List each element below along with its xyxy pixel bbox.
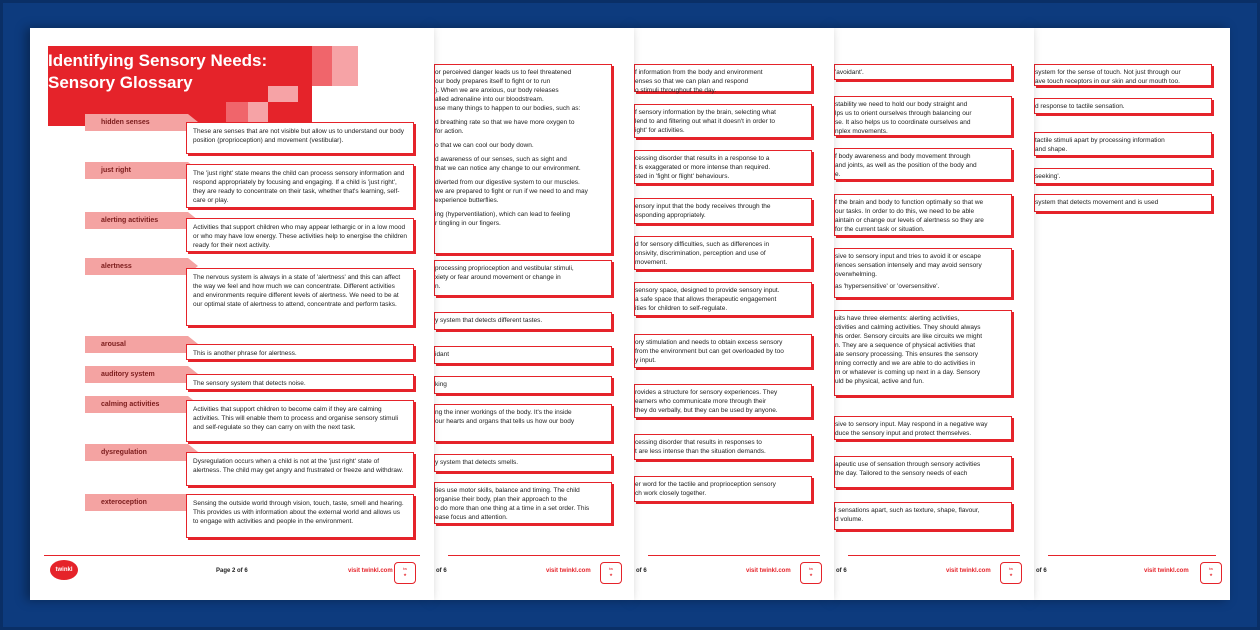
text-line: e. [835, 171, 841, 178]
text-line: system that detects movement and is used [1035, 199, 1159, 206]
glossary-term: dysregulation [85, 444, 188, 461]
text-line: that we can notice any change to our environment. [435, 165, 581, 172]
definition-box [434, 260, 612, 296]
page-2 [434, 28, 634, 600]
definition-box [834, 416, 1012, 440]
definition-box [1034, 64, 1212, 86]
text-line: onsivity, discrimination, perception and use of [635, 250, 766, 257]
text-line: er word for the tactile and proprioception sensory [635, 481, 776, 488]
page-4 [834, 28, 1034, 600]
text-line: or perceived danger leads us to feel threatened [435, 69, 572, 76]
definition-box [1034, 98, 1212, 114]
glossary-term: alerting activities [85, 212, 188, 229]
quality-stamp-icon: tw ★ [600, 562, 622, 584]
text-line: ory stimulation and needs to obtain excess sensory [635, 339, 783, 346]
definition-box [834, 148, 1012, 180]
page-number: of 6 [436, 568, 447, 574]
footer-rule [1048, 555, 1216, 556]
definition-box [434, 454, 612, 472]
definition-box [634, 334, 812, 368]
text-line: we are prepared to fight or run if we need to and may [435, 188, 588, 195]
text-line: movement. [635, 259, 668, 266]
text-line: as 'hypersensitive' or 'oversensitive'. [835, 283, 940, 290]
banner-decoration [248, 102, 268, 124]
text-line: a safe space that allows therapeutic engagement [635, 296, 777, 303]
text-line: t are less intense than the situation demands. [635, 448, 766, 455]
text-line: y system that detects smells. [435, 459, 519, 466]
text-line: l sensations apart, such as texture, shape, flavour, [835, 507, 980, 514]
footer-link[interactable]: visit twinkl.com [348, 568, 393, 574]
text-line: d response to tactile sensation. [1035, 103, 1125, 110]
glossary-definition: The 'just right' state means the child can process sensory information and respond appropriately by focusing and engaging. If a child is 'just right', they are ready to concentrate on their task, whether that's learning, self-care or play. [186, 164, 414, 208]
page-5 [1034, 28, 1230, 600]
text-line: his order. Sensory circuits are like circuits we might [835, 333, 983, 340]
definition-box [434, 482, 612, 524]
glossary-term: hidden senses [85, 114, 188, 131]
text-line: enses so that we can plan and respond [635, 78, 749, 85]
text-line: ight' for activities. [635, 127, 685, 134]
page-title [48, 50, 318, 94]
text-line: ensory input that the body receives through the [635, 203, 771, 210]
glossary-term: alertness [85, 258, 188, 275]
text-line: cessing disorder that results in a response to a [635, 155, 770, 162]
text-line: and shape. [1035, 146, 1068, 153]
text-line: aintain or change our levels of alertness so they are [835, 217, 984, 224]
definition-box [834, 456, 1012, 488]
text-line: ease focus and attention. [435, 514, 508, 521]
page-number: of 6 [1036, 568, 1047, 574]
definition-box [834, 502, 1012, 530]
text-line: m or whatever is coming up next in a day. Sensory [835, 369, 981, 376]
text-line: stability we need to hold our body straight and [835, 101, 968, 108]
text-line: ing (hyperventilation), which can lead to feeling [435, 211, 571, 218]
definition-box [634, 384, 812, 418]
text-line: o do more than one thing at a time in a set order. This [435, 505, 590, 512]
text-line: uits have three elements: alerting activities, [835, 315, 960, 322]
text-line: ties use motor skills, balance and timing. The child [435, 487, 580, 494]
text-line: ). When we are anxious, our body releases [435, 87, 559, 94]
text-line: d for sensory difficulties, such as differences in [635, 241, 770, 248]
definition-box [434, 404, 612, 442]
definition-box [834, 194, 1012, 236]
footer-rule [448, 555, 620, 556]
text-line: n. They are a sequence of physical activities that [835, 342, 976, 349]
text-line: earners who communicate more through their [635, 398, 767, 405]
page-number: Page 2 of 6 [216, 568, 248, 574]
glossary-term: arousal [85, 336, 188, 353]
text-line: xiety or fear around movement or change in [435, 274, 561, 281]
definition-box [834, 64, 1012, 80]
text-line: ng the inner workings of the body. It's the inside [435, 409, 572, 416]
glossary-definition: Sensing the outside world through vision, touch, taste, smell and hearing. This provides us with information about the external world and allows us to engage with activities and people in the environment. [186, 494, 414, 538]
footer-link[interactable]: visit twinkl.com [946, 568, 991, 574]
text-line: the day. Tailored to the sensory needs of each [835, 470, 968, 477]
text-line: overwhelming. [835, 271, 877, 278]
glossary-definition: Activities that support children who may appear lethargic or in a low mood or who may have low energy. These activities help to energise the children ready for their next activity. [186, 218, 414, 252]
footer-link[interactable]: visit twinkl.com [1144, 568, 1189, 574]
title-line-1: Identifying Sensory Needs: [48, 51, 268, 70]
text-line: y input. [635, 357, 656, 364]
text-line: use many things to happen to our bodies, such as: [435, 105, 581, 112]
text-line: organise their body, plan their approach to the [435, 496, 568, 503]
text-line: our hearts and organs that tells us how our body [435, 418, 575, 425]
definition-box [1034, 168, 1212, 184]
text-line: idant [435, 351, 450, 358]
definition-box [634, 476, 812, 502]
definition-box [1034, 194, 1212, 212]
definition-box [634, 150, 812, 184]
footer-rule [44, 555, 420, 556]
text-line: system for the sense of touch. Not just through our [1035, 69, 1181, 76]
quality-stamp-icon: tw ★ [800, 562, 822, 584]
definition-box [634, 104, 812, 138]
text-line: t is exaggerated or more intense than required. [635, 164, 771, 171]
definition-box [634, 236, 812, 270]
glossary-term: calming activities [85, 396, 188, 413]
text-line: lend to and filtering out what it doesn't in order to [635, 118, 775, 125]
text-line: ate sensory processing. This ensures the sensory [835, 351, 978, 358]
footer-rule [648, 555, 820, 556]
text-line: king [435, 381, 447, 388]
text-line: our body prepares itself to fight or to run [435, 78, 551, 85]
text-line: our tasks. In order to do this, we need to be able [835, 208, 975, 215]
text-line: d breathing rate so that we have more oxygen to [435, 119, 575, 126]
text-line: tactile stimuli apart by processing information [1035, 137, 1165, 144]
text-line: sive to sensory input and tries to avoid it or escape [835, 253, 981, 260]
quality-stamp-icon: tw ★ [394, 562, 416, 584]
definition-box [834, 96, 1012, 136]
banner-decoration [226, 102, 248, 124]
text-line: n. [435, 283, 441, 290]
page-number: of 6 [836, 568, 847, 574]
text-line: nning correctly and we are able to do activities in [835, 360, 976, 367]
glossary-definition: The sensory system that detects noise. [186, 374, 414, 390]
definition-box [634, 282, 812, 316]
footer-link[interactable]: visit twinkl.com [546, 568, 591, 574]
text-line: ave touch receptors in our skin and our mouth too. [1035, 78, 1180, 85]
text-line: ctivities and calming activities. They should always [835, 324, 981, 331]
glossary-definition: The nervous system is always in a state of 'alertness' and this can affect the way we feel and how much we can concentrate. Different activities and environments require different levels of alertness. We need to be at our optimal state of alertness to attend, concentrate and perform tasks. [186, 268, 414, 326]
text-line: diverted from our digestive system to our muscles. [435, 179, 580, 186]
text-line: ch work closely together. [635, 490, 707, 497]
definition-box [634, 198, 812, 224]
text-line: sensory space, designed to provide sensory input. [635, 287, 780, 294]
text-line: sted in 'fight or flight' behaviours. [635, 173, 730, 180]
quality-stamp-icon: tw ★ [1000, 562, 1022, 584]
text-line: experience butterflies. [435, 197, 499, 204]
text-line: 'avoidant'. [835, 69, 864, 76]
banner-decoration [332, 46, 358, 86]
text-line: se. It also helps us to coordinate ourselves and [835, 119, 971, 126]
definition-box [434, 312, 612, 330]
glossary-definition: Dysregulation occurs when a child is not at the 'just right' state of alertness. The child may get angry and frustrated or freeze and withdraw. [186, 452, 414, 486]
definition-box [1034, 132, 1212, 156]
text-line: y system that detects different tastes. [435, 317, 543, 324]
glossary-term: exteroception [85, 494, 188, 511]
text-line: seeking'. [1035, 173, 1061, 180]
definition-box [834, 310, 1012, 396]
footer-rule [848, 555, 1020, 556]
glossary-definition: Activities that support children to become calm if they are calming activities. This will enable them to process and organise sensory stimuli and self-regulate so they can carry on with the next task. [186, 400, 414, 442]
front-page [30, 28, 434, 600]
page-3 [634, 28, 834, 600]
text-line: f the brain and body to function optimally so that we [835, 199, 984, 206]
footer-link[interactable]: visit twinkl.com [746, 568, 791, 574]
page-number: of 6 [636, 568, 647, 574]
text-line: and joints, as well as the position of the body and [835, 162, 977, 169]
glossary-term: just right [85, 162, 188, 179]
text-line: from the environment but can get overloaded by too [635, 348, 784, 355]
text-line: they do verbally, but they can be used by anyone. [635, 407, 778, 414]
text-line: o that we can cool our body down. [435, 142, 534, 149]
glossary-term: auditory system [85, 366, 188, 383]
text-line: apeutic use of sensation through sensory activities [835, 461, 981, 468]
text-line: d awareness of our senses, such as sight and [435, 156, 567, 163]
twinkl-logo: twinkl [50, 560, 78, 580]
definition-box [634, 434, 812, 460]
text-line: d volume. [835, 516, 864, 523]
text-line: esponding appropriately. [635, 212, 706, 219]
glossary-definition: These are senses that are not visible but allow us to understand our body position (proprioception) and movement (vestibular). [186, 122, 414, 154]
text-line: f body awareness and body movement through [835, 153, 971, 160]
text-line: for the current task or situation. [835, 226, 925, 233]
text-line: riences sensation intensely and may avoid sensory [835, 262, 982, 269]
text-line: o stimuli throughout the day. [635, 87, 717, 94]
text-line: r tingling in our fingers. [435, 220, 501, 227]
definition-box [634, 64, 812, 92]
definition-box [834, 248, 1012, 298]
definition-box [434, 64, 612, 254]
text-line: f information from the body and environment [635, 69, 763, 76]
text-line: uld be physical, active and fun. [835, 378, 924, 385]
quality-stamp-icon: tw ★ [1200, 562, 1222, 584]
definition-box [434, 376, 612, 394]
glossary-definition: This is another phrase for alertness. [186, 344, 414, 360]
text-line: duce the sensory input and protect themselves. [835, 430, 972, 437]
text-line: alled adrenaline into our bloodstream. [435, 96, 544, 103]
text-line: rovides a structure for sensory experiences. They [635, 389, 778, 396]
text-line: sive to sensory input. May respond in a negative way [835, 421, 988, 428]
text-line: f sensory information by the brain, selecting what [635, 109, 776, 116]
text-line: lps us to orient ourselves through balancing our [835, 110, 972, 117]
text-line: cessing disorder that results in responses to [635, 439, 762, 446]
title-line-2: Sensory Glossary [48, 73, 193, 92]
text-line: ities for children to self-regulate. [635, 305, 728, 312]
text-line: nplex movements. [835, 128, 888, 135]
text-line: processing proprioception and vestibular stimuli, [435, 265, 574, 272]
text-line: for action. [435, 128, 464, 135]
definition-box [434, 346, 612, 364]
